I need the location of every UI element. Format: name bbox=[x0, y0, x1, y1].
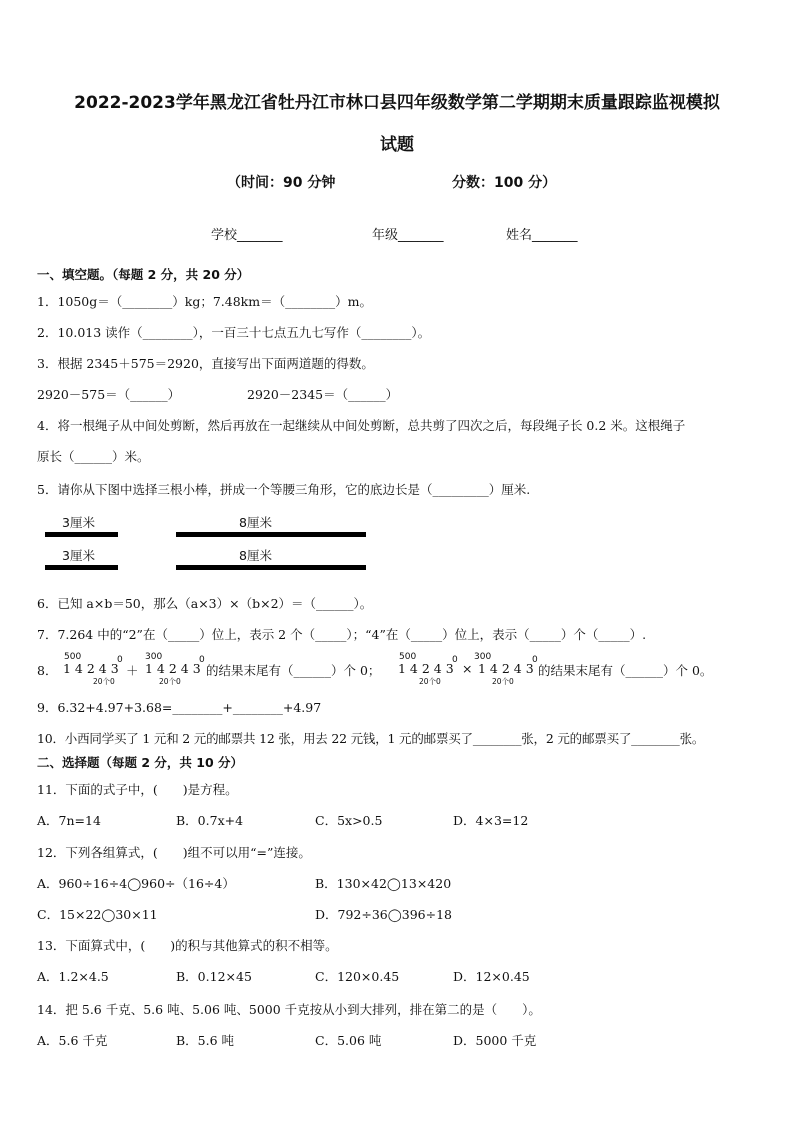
q12-option-c[interactable]: C．15×22◯30×11 bbox=[37, 907, 158, 922]
q8-b-bot-2: 20个0 bbox=[492, 677, 514, 686]
q8-b-sup-2: 0 bbox=[532, 655, 538, 665]
question-11: 11．下面的式子中，( )是方程。 bbox=[37, 782, 238, 797]
name-field: 姓名_______ bbox=[506, 228, 578, 243]
q14-option-d[interactable]: D．5000 千克 bbox=[453, 1033, 537, 1048]
q8-a-mid-2: 1 4 2 4 3 bbox=[145, 661, 201, 676]
question-4-line1: 4．将一根绳子从中间处剪断，然后再放在一起继续从中间处剪断，总共剪了四次之后，每段绳子长 0.2 米。这根绳子 bbox=[37, 418, 686, 433]
question-13: 13．下面算式中，( )的积与其他算式的积不相等。 bbox=[37, 938, 338, 953]
q14-option-b[interactable]: B．5.6 吨 bbox=[176, 1033, 235, 1048]
stick-label-1: 3厘米 bbox=[62, 515, 95, 530]
stick-2 bbox=[176, 532, 366, 537]
q8-b-bot-1: 20个0 bbox=[419, 677, 441, 686]
q8-a-bot-2: 20个0 bbox=[159, 677, 181, 686]
question-1: 1．1050g＝（________）kg；7.48km＝（________）m。 bbox=[37, 294, 372, 309]
q8-a-mid-1: 1 4 2 4 3 bbox=[63, 661, 119, 676]
stick-3 bbox=[45, 565, 118, 570]
question-3a: 2920－575＝（______） bbox=[37, 387, 181, 402]
stick-4 bbox=[176, 565, 366, 570]
q8-b-top-2: 300 bbox=[474, 652, 492, 662]
q8-a-top-2: 300 bbox=[145, 652, 163, 662]
section2-heading: 二、选择题（每题 2 分，共 10 分） bbox=[37, 755, 244, 770]
q8-times-sign: × bbox=[462, 661, 473, 676]
q13-option-a[interactable]: A．1.2×4.5 bbox=[37, 969, 109, 984]
q8-a-top-1: 500 bbox=[64, 652, 82, 662]
q11-option-d[interactable]: D．4×3=12 bbox=[453, 813, 529, 828]
q8-b-top-1: 500 bbox=[399, 652, 417, 662]
q13-option-d[interactable]: D．12×0.45 bbox=[453, 969, 530, 984]
stick-label-2: 8厘米 bbox=[239, 515, 272, 530]
question-5: 5．请你从下图中选择三根小棒，拼成一个等腰三角形，它的底边长是（_________）厘米. bbox=[37, 482, 531, 497]
question-14: 14．把 5.6 千克、5.6 吨、5.06 吨、5000 千克按从小到大排列，排在第二的是（ ）。 bbox=[37, 1002, 541, 1017]
q11-option-c[interactable]: C．5x>0.5 bbox=[315, 813, 383, 828]
stick-label-4: 8厘米 bbox=[239, 548, 272, 563]
question-3b: 2920－2345＝（______） bbox=[247, 387, 399, 402]
grade-field: 年级_______ bbox=[372, 228, 444, 243]
q12-option-d[interactable]: D．792÷36◯396÷18 bbox=[315, 907, 452, 922]
page-title-line1: 2022-2023学年黑龙江省牡丹江市林口县四年级数学第二学期期末质量跟踪监视模拟 bbox=[74, 93, 720, 113]
question-3: 3．根据 2345＋575＝2920，直接写出下面两道题的得数。 bbox=[37, 356, 374, 371]
q11-option-b[interactable]: B．0.7x+4 bbox=[176, 813, 244, 828]
q14-option-c[interactable]: C．5.06 吨 bbox=[315, 1033, 382, 1048]
q8-a-bot-1: 20个0 bbox=[93, 677, 115, 686]
q12-option-a[interactable]: A．960÷16÷4◯960÷（16÷4） bbox=[37, 876, 235, 891]
q11-option-a[interactable]: A．7n=14 bbox=[37, 813, 101, 828]
q14-option-a[interactable]: A．5.6 千克 bbox=[37, 1033, 108, 1048]
q8-a-sup-2: 0 bbox=[199, 655, 205, 665]
question-9: 9．6.32+4.97+3.68=________+________+4.97 bbox=[37, 700, 322, 715]
school-field: 学校_______ bbox=[211, 228, 283, 243]
q8-middle-text: 的结果末尾有（______）个 0； bbox=[206, 663, 381, 678]
question-10: 10．小西同学买了 1 元和 2 元的邮票共 12 张，用去 22 元钱，1 元的邮票买了________张，2 元的邮票买了________张。 bbox=[37, 731, 705, 746]
question-12: 12．下列各组算式，( )组不可以用“=”连接。 bbox=[37, 845, 311, 860]
q8-a-sup-1: 0 bbox=[117, 655, 123, 665]
section1-heading: 一、填空题。（每题 2 分，共 20 分） bbox=[37, 267, 250, 282]
question-7: 7．7.264 中的“2”在（_____）位上，表示 2 个（_____）；“4”在（_____）位上，表示（_____）个（_____）. bbox=[37, 627, 647, 642]
q12-option-b[interactable]: B．130×42◯13×420 bbox=[315, 876, 452, 891]
question-2: 2．10.013 读作（________），一百三十七点五九七写作（________）。 bbox=[37, 325, 431, 340]
q13-option-b[interactable]: B．0.12×45 bbox=[176, 969, 252, 984]
q8-end-text: 的结果末尾有（______）个 0。 bbox=[538, 663, 713, 678]
total-score: 分数：100 分） bbox=[452, 175, 557, 191]
stick-label-3: 3厘米 bbox=[62, 548, 95, 563]
question-4-line2: 原长（______）米。 bbox=[37, 449, 150, 464]
q8-b-mid-1: 1 4 2 4 3 bbox=[398, 661, 454, 676]
q8-b-sup-1: 0 bbox=[452, 655, 458, 665]
page-title-line2: 试题 bbox=[380, 135, 414, 155]
q8-plus-sign: ＋ bbox=[126, 663, 139, 678]
question-6: 6．已知 a×b＝50，那么（a×3）×（b×2）＝（______）。 bbox=[37, 596, 373, 611]
stick-1 bbox=[45, 532, 118, 537]
q8-b-mid-2: 1 4 2 4 3 bbox=[478, 661, 534, 676]
question-8-number: 8． bbox=[37, 663, 58, 678]
q13-option-c[interactable]: C．120×0.45 bbox=[315, 969, 400, 984]
time-limit: （时间：90 分钟 bbox=[227, 175, 336, 191]
